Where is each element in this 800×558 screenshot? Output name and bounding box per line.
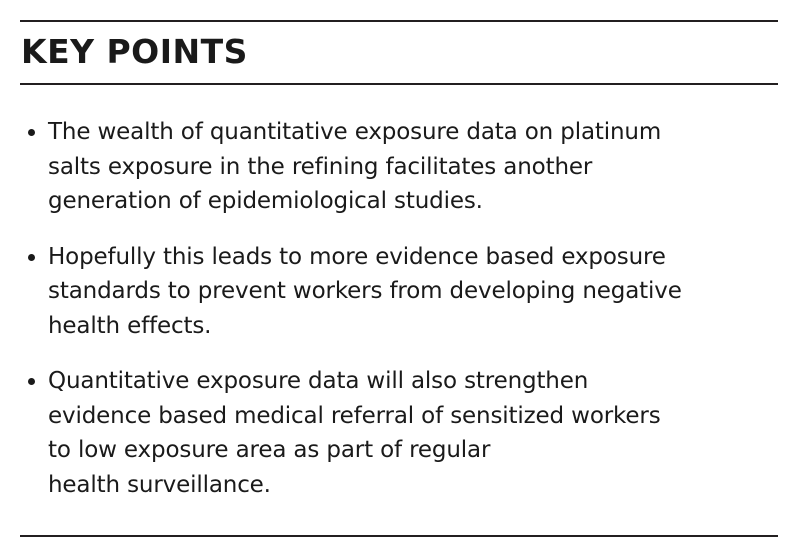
key-point-line: health effects. — [48, 312, 212, 339]
key-point-line: salts exposure in the refining facilitates another — [48, 153, 593, 180]
key-point-line: Quantitative exposure data will also strengthen — [48, 368, 589, 394]
key-point-line: generation of epidemiological studies. — [48, 188, 483, 214]
key-point-item — [24, 240, 774, 344]
key-points-list — [24, 115, 774, 523]
key-point-line: health surveillance. — [48, 471, 271, 498]
heading-rule — [20, 83, 778, 85]
key-points-heading: KEY POINTS — [21, 32, 248, 71]
key-point-line: standards to prevent workers from developing negative — [48, 278, 682, 304]
key-point-line: Hopefully this leads to more evidence based exposure — [48, 243, 666, 270]
key-point-item — [24, 115, 774, 219]
key-point-item — [24, 364, 774, 502]
bullet-icon — [28, 129, 35, 136]
bullet-icon — [28, 254, 35, 261]
key-point-line: to low exposure area as part of regular — [48, 437, 491, 463]
bullet-icon — [28, 378, 35, 385]
key-point-line: evidence based medical referral of sensitized workers — [48, 402, 661, 429]
bottom-rule — [20, 535, 778, 537]
top-rule — [20, 20, 778, 22]
key-point-line: The wealth of quantitative exposure data on platinum — [48, 119, 662, 145]
